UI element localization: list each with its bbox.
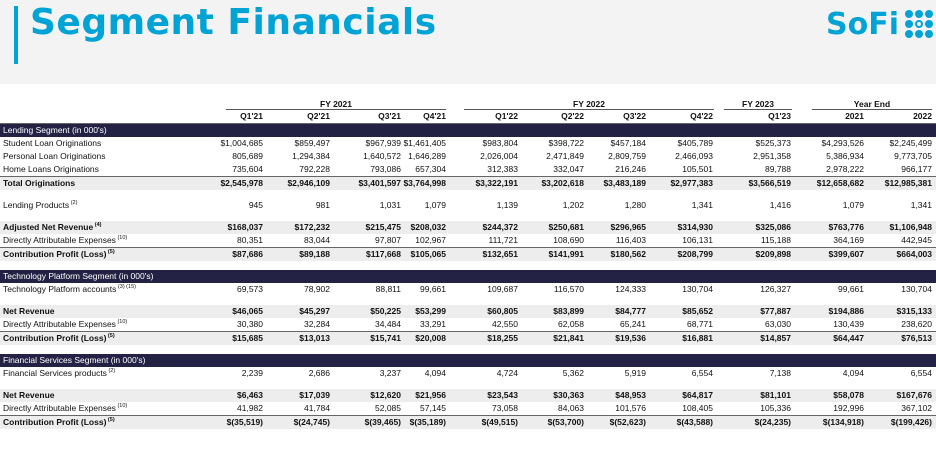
cell: $3,202,618: [541, 178, 584, 188]
cell: $2,946,109: [287, 178, 330, 188]
table-row: [0, 137, 936, 150]
cell: 5,386,934: [826, 151, 864, 161]
cell: 73,058: [492, 403, 518, 413]
cell: $(24,235): [754, 417, 791, 427]
cell: 102,967: [415, 235, 446, 245]
cell: $172,232: [294, 222, 330, 232]
cell: 1,341: [910, 200, 932, 210]
table-row: [0, 150, 936, 163]
cell: 805,689: [232, 151, 263, 161]
cell: 1,079: [424, 200, 446, 210]
cell: 2,951,358: [753, 151, 791, 161]
cell: 945: [248, 200, 263, 210]
cell: 99,661: [838, 284, 864, 294]
cell: 130,704: [682, 284, 713, 294]
row-label: Personal Loan Originations: [3, 151, 106, 161]
cell: 2,466,093: [675, 151, 713, 161]
cell: 83,044: [304, 235, 330, 245]
spacer-row: [0, 190, 936, 199]
cell: $168,037: [227, 222, 263, 232]
cell: 1,079: [842, 200, 864, 210]
cell: $48,953: [615, 390, 646, 400]
cell: 6,554: [910, 368, 932, 378]
logo-dots-icon: [905, 10, 933, 38]
cell: 966,177: [901, 164, 932, 174]
row-label: Contribution Profit (Loss) $^{(5)}$: [3, 417, 115, 427]
cell: $21,956: [415, 390, 446, 400]
cell: $(52,623): [609, 417, 646, 427]
row-label: Total Originations: [3, 178, 76, 188]
cell: 7,138: [769, 368, 791, 378]
cell: $(53,700): [547, 417, 584, 427]
cell: $12,658,682: [816, 178, 864, 188]
cell: $(39,465): [364, 417, 401, 427]
table-row: [0, 221, 936, 234]
cell: 130,439: [833, 319, 864, 329]
segment-financials-table: [0, 98, 936, 429]
table-row: [0, 402, 936, 416]
cell: 2,978,222: [826, 164, 864, 174]
cell: $53,299: [415, 306, 446, 316]
spacer-row: [0, 212, 936, 221]
cell: 1,280: [624, 200, 646, 210]
cell: 84,063: [558, 403, 584, 413]
cell: Q2'22: [561, 111, 584, 121]
cell: 41,982: [237, 403, 263, 413]
table-row: [0, 283, 936, 296]
cell: 2021: [845, 111, 864, 121]
cell: $6,463: [237, 390, 263, 400]
cell: 105,501: [682, 164, 713, 174]
cell: $1,461,405: [403, 138, 446, 148]
cell: 109,687: [487, 284, 518, 294]
cell: 63,030: [765, 319, 791, 329]
title-accent-bar: [14, 6, 18, 64]
cell: 1,416: [769, 200, 791, 210]
cell: $(199,426): [890, 417, 932, 427]
cell: $3,483,189: [603, 178, 646, 188]
cell: $30,363: [553, 390, 584, 400]
cell: $(43,588): [676, 417, 713, 427]
cell: $18,255: [487, 333, 518, 343]
cell: 312,383: [487, 164, 518, 174]
page-title: Segment Financials: [30, 2, 437, 43]
cell: $399,607: [828, 249, 864, 259]
column-header-row: [0, 110, 936, 124]
cell: Q3'22: [623, 111, 646, 121]
cell: $296,965: [610, 222, 646, 232]
segment-band: [0, 124, 936, 137]
row-label: Net Revenue: [3, 390, 55, 400]
cell: 793,086: [370, 164, 401, 174]
cell: 106,131: [682, 235, 713, 245]
cell: 88,811: [375, 284, 401, 294]
cell: 1,341: [691, 200, 713, 210]
cell: 1,640,572: [363, 151, 401, 161]
cell: 364,169: [833, 235, 864, 245]
cell: 792,228: [299, 164, 330, 174]
table-row: [0, 305, 936, 318]
cell: $1,106,948: [889, 222, 932, 232]
cell: $194,886: [828, 306, 864, 316]
cell: 68,771: [687, 319, 713, 329]
cell: 981: [315, 200, 330, 210]
cell: $17,039: [299, 390, 330, 400]
cell: $314,930: [677, 222, 713, 232]
cell: $13,013: [299, 333, 330, 343]
cell: 2,471,849: [546, 151, 584, 161]
cell: 41,784: [304, 403, 330, 413]
cell: 2,809,759: [608, 151, 646, 161]
cell: 9,773,705: [894, 151, 932, 161]
cell: 115,188: [760, 235, 791, 245]
cell: 657,304: [415, 164, 446, 174]
cell: 108,690: [553, 235, 584, 245]
cell: 116,403: [615, 235, 646, 245]
cell: 80,351: [237, 235, 263, 245]
cell: $83,899: [553, 306, 584, 316]
row-label: Adjusted Net Revenue $^{(4)}$: [3, 222, 102, 232]
cell: 2022: [913, 111, 932, 121]
cell: 4,094: [424, 368, 446, 378]
row-label: Directly Attributable Expenses $^{(10)}$: [3, 235, 128, 245]
header-band: [0, 0, 936, 84]
cell: $167,676: [896, 390, 932, 400]
cell: $208,799: [677, 249, 713, 259]
cell: Q1'22: [495, 111, 518, 121]
segment-band: [0, 270, 936, 283]
cell: 99,661: [420, 284, 446, 294]
cell: $215,475: [365, 222, 401, 232]
cell: $398,722: [548, 138, 584, 148]
table-row: [0, 248, 936, 261]
spacer-row: [0, 380, 936, 389]
cell: 30,380: [237, 319, 263, 329]
cell: 4,724: [496, 368, 518, 378]
cell: $21,841: [553, 333, 584, 343]
cell: $209,898: [755, 249, 791, 259]
group-header: Year End: [853, 99, 891, 109]
cell: 4,094: [842, 368, 864, 378]
cell: 442,945: [901, 235, 932, 245]
row-label: Directly Attributable Expenses $^{(10)}$: [3, 403, 128, 413]
cell: $405,789: [677, 138, 713, 148]
group-header: FY 2022: [573, 99, 605, 109]
cell: 2,239: [241, 368, 263, 378]
cell: 108,405: [682, 403, 713, 413]
cell: $664,003: [896, 249, 932, 259]
row-label: Technology Platform accounts $^{(3) (15)}$: [3, 284, 136, 294]
cell: Q4'21: [423, 111, 446, 121]
cell: $16,881: [682, 333, 713, 343]
cell: $12,985,381: [884, 178, 932, 188]
cell: 367,102: [901, 403, 932, 413]
cell: 33,291: [420, 319, 446, 329]
cell: 69,573: [237, 284, 263, 294]
cell: $315,133: [896, 306, 932, 316]
cell: 216,246: [615, 164, 646, 174]
cell: 111,721: [488, 235, 518, 245]
cell: 735,604: [232, 164, 263, 174]
cell: 6,554: [691, 368, 713, 378]
cell: 78,902: [304, 284, 330, 294]
row-label: Contribution Profit (Loss) $^{(5)}$: [3, 249, 115, 259]
cell: 3,237: [379, 368, 401, 378]
cell: $250,681: [548, 222, 584, 232]
cell: 42,550: [492, 319, 518, 329]
cell: $(49,515): [481, 417, 518, 427]
row-label: Lending Segment (in 000's): [3, 125, 107, 135]
spacer-row: [0, 296, 936, 305]
cell: $3,401,597: [358, 178, 401, 188]
cell: $12,620: [370, 390, 401, 400]
cell: $180,562: [610, 249, 646, 259]
cell: 192,996: [833, 403, 864, 413]
cell: $50,225: [370, 306, 401, 316]
row-label: Lending Products $^{(2)}$: [3, 200, 78, 210]
cell: 2,686: [308, 368, 330, 378]
cell: $45,297: [299, 306, 330, 316]
cell: $84,777: [615, 306, 646, 316]
group-header: FY 2023: [742, 99, 774, 109]
cell: 5,362: [562, 368, 584, 378]
cell: Q3'21: [378, 111, 401, 121]
row-label: Home Loans Originations: [3, 164, 99, 174]
cell: 105,336: [760, 403, 791, 413]
cell: $81,101: [760, 390, 791, 400]
cell: $77,887: [760, 306, 791, 316]
cell: 101,576: [615, 403, 646, 413]
row-label: Net Revenue: [3, 306, 55, 316]
cell: $(134,918): [822, 417, 864, 427]
cell: 57,145: [420, 403, 446, 413]
cell: 1,139: [496, 200, 518, 210]
cell: $141,991: [548, 249, 584, 259]
table-row: [0, 199, 936, 212]
cell: 126,327: [760, 284, 791, 294]
cell: 332,047: [553, 164, 584, 174]
table-row: [0, 234, 936, 248]
cell: $457,184: [610, 138, 646, 148]
cell: $2,977,383: [670, 178, 713, 188]
cell: 1,294,384: [292, 151, 330, 161]
cell: 2,026,004: [480, 151, 518, 161]
cell: Q4'22: [690, 111, 713, 121]
cell: $46,065: [232, 306, 263, 316]
cell: 62,058: [558, 319, 584, 329]
cell: $60,805: [487, 306, 518, 316]
cell: $117,668: [366, 249, 401, 259]
cell: $85,652: [682, 306, 713, 316]
cell: 5,919: [624, 368, 646, 378]
cell: $76,513: [901, 333, 932, 343]
cell: $244,372: [482, 222, 518, 232]
table-row: [0, 332, 936, 345]
cell: 238,620: [901, 319, 932, 329]
cell: $15,685: [232, 333, 263, 343]
cell: $(35,189): [409, 417, 446, 427]
cell: 65,241: [620, 319, 646, 329]
row-label: Directly Attributable Expenses $^{(10)}$: [3, 319, 128, 329]
cell: $105,065: [410, 249, 446, 259]
row-label: Technology Platform Segment (in 000's): [3, 271, 154, 281]
cell: 89,788: [765, 164, 791, 174]
sofi-logo: [826, 6, 933, 42]
cell: $14,857: [760, 333, 791, 343]
cell: $64,447: [833, 333, 864, 343]
cell: Q1'23: [768, 111, 791, 121]
cell: $3,566,519: [748, 178, 791, 188]
table-row: [0, 416, 936, 429]
cell: 116,570: [553, 284, 584, 294]
cell: $1,004,685: [220, 138, 263, 148]
cell: $2,545,978: [220, 178, 263, 188]
cell: 124,333: [615, 284, 646, 294]
cell: Q1'21: [240, 111, 263, 121]
cell: $58,078: [833, 390, 864, 400]
cell: $15,741: [370, 333, 401, 343]
row-label: Financial Services Segment (in 000's): [3, 355, 146, 365]
cell: $967,939: [365, 138, 401, 148]
cell: $4,293,526: [821, 138, 864, 148]
cell: $87,686: [232, 249, 263, 259]
row-label: Student Loan Originations: [3, 138, 102, 148]
cell: $2,245,499: [889, 138, 932, 148]
cell: $(24,745): [293, 417, 330, 427]
cell: 1,202: [562, 200, 584, 210]
table-row: [0, 177, 936, 190]
cell: 52,085: [375, 403, 401, 413]
table-row: [0, 163, 936, 177]
cell: $525,373: [755, 138, 791, 148]
cell: $983,804: [482, 138, 518, 148]
cell: $89,188: [299, 249, 330, 259]
cell: $208,032: [410, 222, 446, 232]
cell: $132,651: [482, 249, 518, 259]
group-header: FY 2021: [320, 99, 352, 109]
table-row: [0, 389, 936, 402]
segment-band: [0, 354, 936, 367]
cell: $(35,519): [226, 417, 263, 427]
group-header-row: [0, 98, 936, 110]
row-label: Contribution Profit (Loss) $^{(5)}$: [3, 333, 115, 343]
cell: $763,776: [828, 222, 864, 232]
cell: 32,284: [304, 319, 330, 329]
row-label: Financial Services products $^{(2)}$: [3, 368, 116, 378]
cell: 130,704: [901, 284, 932, 294]
cell: $325,086: [755, 222, 791, 232]
cell: Q2'21: [307, 111, 330, 121]
cell: 97,807: [375, 235, 401, 245]
logo-text: SoFi: [826, 6, 899, 42]
cell: 34,484: [375, 319, 401, 329]
cell: $19,536: [615, 333, 646, 343]
spacer-row: [0, 345, 936, 354]
table-row: [0, 367, 936, 380]
cell: 1,646,289: [408, 151, 446, 161]
cell: $64,817: [682, 390, 713, 400]
cell: $23,543: [487, 390, 518, 400]
table-row: [0, 318, 936, 332]
spacer-row: [0, 261, 936, 270]
cell: $3,764,998: [403, 178, 446, 188]
cell: $859,497: [294, 138, 330, 148]
cell: 1,031: [379, 200, 401, 210]
cell: $20,008: [415, 333, 446, 343]
cell: $3,322,191: [475, 178, 518, 188]
